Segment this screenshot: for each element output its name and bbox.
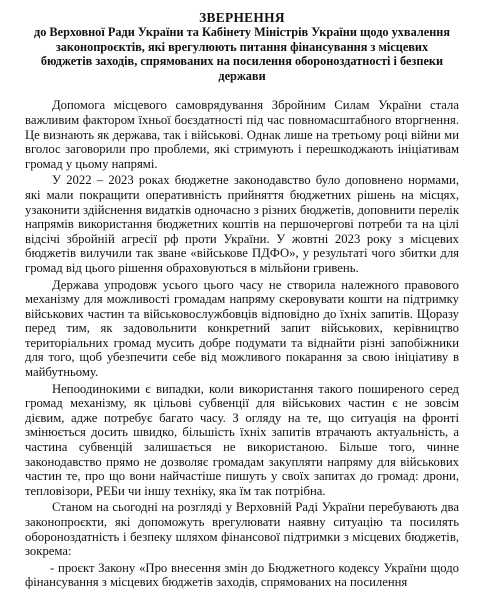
document-subtitle [25,25,459,83]
subtitle-line: законопроєктів, які врегулюють питання фінансування з місцевих [55,39,429,54]
paragraph: Станом на сьогодні на розгляді у Верховній Раді України перебувають два законопроєкти, які допоможуть врегулювати наявну ситуацію та посилять обороноздатність і безпеку шляхом фінансової підтримки з місцевих бюджетів, зокрема: [25,500,459,559]
paragraph: Допомога місцевого самоврядування Збройним Силам України стала важливим фактором їхньої боєздатності під час повномасштабного вторгнення. Це визнають як держава, так і військові. Однак лише на третьому році війни ми вголос заговорили про проблеми, які стримують і перешкоджають ініціативам громад у цьому напрямі. [25,98,459,171]
subtitle-line: бюджетів заходів, спрямованих на посилення обороноздатності і безпеки [40,54,444,69]
subtitle-line: до Верховної Ради України та Кабінету Міністрів України щодо ухвалення [33,25,451,39]
paragraph: Держава упродовж усього цього часу не створила належного правового механізму для можливості громадам напряму скеровувати кошти на підтримку військових частин та військовослужбовців відповідно до їхніх запитів. Щоразу перед тим, як задовольнити конкретний запит військових, керівництво територіальних громад мусить добре подумати та віднайти різні запобіжники для того, щоб убезпечити себе від можливого покарання за свою ініціативу в майбутньому. [25,277,459,380]
paragraph: У 2022 – 2023 роках бюджетне законодавство було доповнено нормами, які мали покращити оперативність прийняття бюджетних рішень на місцях, узаконити здійснення видатків одночасно з різних бюджетів, доповнити перелік напрямів використання бюджетних коштів на першочергові потреби та на цілі відсічі збройній агресії рф проти України. У жовтні 2023 року з місцевих бюджетів вилучили так зване «військове ПДФО», у результаті чого збитки для громад від цього рішення обраховуються в мільйони гривень. [25,173,459,275]
list-item: - проєкт Закону «Про внесення змін до Бюджетного кодексу України щодо фінансування з місцевих бюджетів заходів, спрямованих на посилення [25,560,459,590]
subtitle-line: держави [218,68,266,83]
document-body [25,98,459,590]
paragraph: Непоодинокими є випадки, коли використання такого поширеного серед громад механізму, як цільові субвенції для військових частин є не зовсім дієвим, адже потребує багато часу. З огляду на те, що ситуація на фронті змінюється досить швидко, більшість їхніх запитів втрачають актуальність, а частина субвенцій залишається не використаною. Більше того, чинне законодавство прямо не дозволяє громадам закупляти напряму для військових частин те, про що вони найчастіше пишуть у своїх запитах до громад: дрони, тепловізори, РЕБи чи іншу техніку, яка їм так потрібна. [25,381,459,498]
document-title: ЗВЕРНЕННЯ [199,10,285,25]
